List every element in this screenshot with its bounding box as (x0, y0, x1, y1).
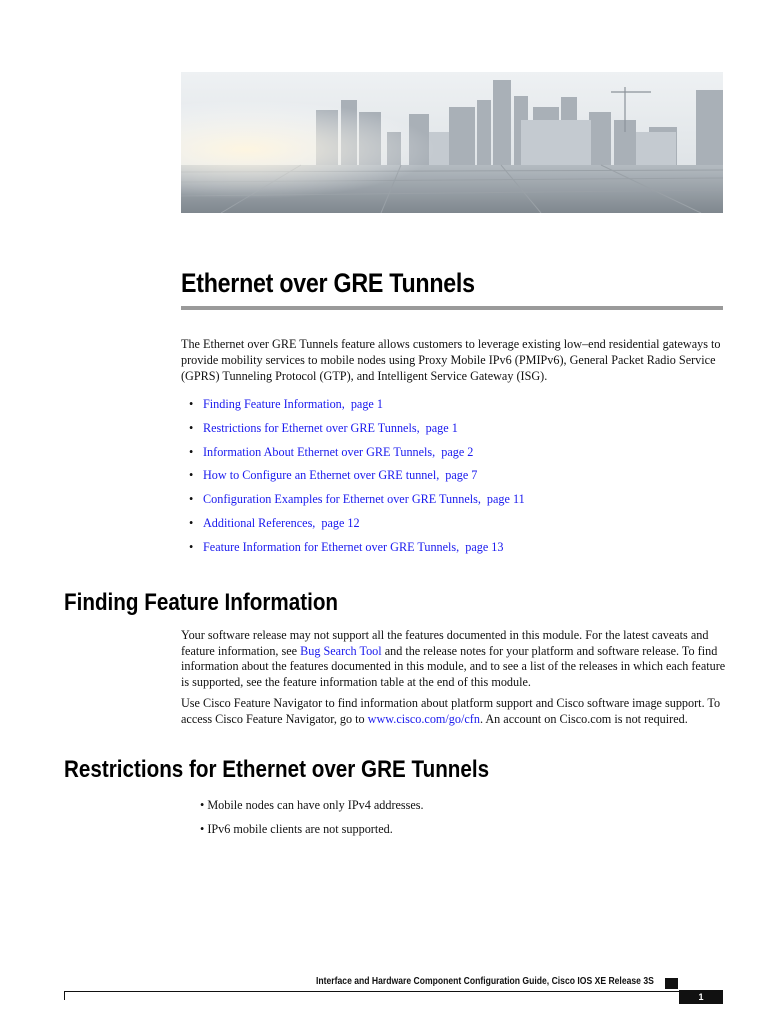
bullet-icon: • (189, 492, 194, 507)
toc-page[interactable]: page 1 (350, 397, 383, 411)
toc-item[interactable] (189, 515, 525, 539)
footer-tick (64, 991, 65, 1000)
finding-paragraph-1 (181, 628, 726, 690)
table-of-contents (189, 396, 525, 563)
toc-item[interactable] (189, 444, 525, 468)
bullet-icon: • (189, 420, 194, 435)
toc-link[interactable]: Feature Information for Ethernet over GRE Tunnels, (203, 539, 460, 554)
finding-p2-text-after: . An account on Cisco.com is not required. (479, 711, 688, 726)
footer-rule (64, 991, 679, 992)
page-number: 1 (679, 990, 723, 1004)
bullet-icon: • (189, 515, 194, 530)
finding-p2-text-before: Use Cisco Feature Navigator to find information about platform support and Cisco software image support. To access Cisco Feature Navigator, go to (181, 696, 721, 726)
toc-item[interactable] (189, 396, 525, 420)
toc-link[interactable]: Configuration Examples for Ethernet over GRE Tunnels, (203, 492, 481, 507)
toc-item[interactable] (189, 467, 525, 491)
list-item: • Mobile nodes can have only IPv4 addresses. (200, 798, 424, 812)
bullet-icon: • (189, 444, 194, 459)
bullet-icon: • (189, 468, 194, 483)
bullet-icon: • (189, 397, 194, 411)
toc-item[interactable] (189, 420, 525, 444)
toc-page[interactable]: page 12 (321, 515, 360, 530)
page-title: Ethernet over GRE Tunnels (181, 268, 475, 298)
footer-guide-title: Interface and Hardware Component Configuration Guide, Cisco IOS XE Release 3S (316, 976, 654, 987)
toc-page[interactable]: page 11 (486, 492, 525, 507)
toc-page[interactable]: page 2 (441, 444, 474, 459)
intro-paragraph: The Ethernet over GRE Tunnels feature allows customers to leverage existing low–end residential gateways to provide mobility services to mobile nodes using Proxy Mobile IPv6 (PMIPv6), General Packet Radio Service (GPRS) Tunneling Protocol (GTP), and Intelligent Service Gateway (ISG). (181, 337, 721, 383)
toc-link[interactable]: How to Configure an Ethernet over GRE tunnel, (203, 468, 440, 483)
toc-page[interactable]: page 1 (425, 420, 458, 435)
finding-p1-text-before: Your software release may not support all the features documented in this module. For the latest caveats and feature information, see (181, 628, 709, 658)
toc-link[interactable]: Information About Ethernet over GRE Tunnels, (203, 444, 436, 459)
toc-item[interactable] (189, 491, 525, 515)
toc-link[interactable]: Additional References, (203, 515, 316, 530)
finding-paragraph-2 (181, 696, 726, 727)
toc-item[interactable] (189, 539, 525, 563)
toc-link[interactable]: Finding Feature Information, (203, 397, 345, 411)
toc-page[interactable]: page 13 (465, 539, 504, 554)
finding-p1-text-after: and the release notes for your platform and software release. To find information about the features documented in this module, and to see a list of the releases in which each feature is supported, see the feature information table at the end of this module. (181, 643, 726, 689)
title-rule-divider (181, 306, 723, 310)
bug-search-tool-link[interactable]: Bug Search Tool (300, 643, 382, 658)
list-item: • IPv6 mobile clients are not supported. (200, 822, 393, 836)
toc-page[interactable]: page 7 (445, 468, 478, 483)
city-skyline-banner-image (181, 72, 723, 213)
toc-link[interactable]: Restrictions for Ethernet over GRE Tunnels, (203, 420, 420, 435)
bullet-icon: • (189, 539, 194, 554)
footer-marker (665, 978, 678, 989)
restrictions-heading: Restrictions for Ethernet over GRE Tunnels (64, 756, 490, 783)
finding-feature-heading: Finding Feature Information (64, 589, 339, 616)
restrictions-list (200, 797, 424, 845)
cisco-cfn-link[interactable]: www.cisco.com/go/cfn (367, 711, 480, 726)
